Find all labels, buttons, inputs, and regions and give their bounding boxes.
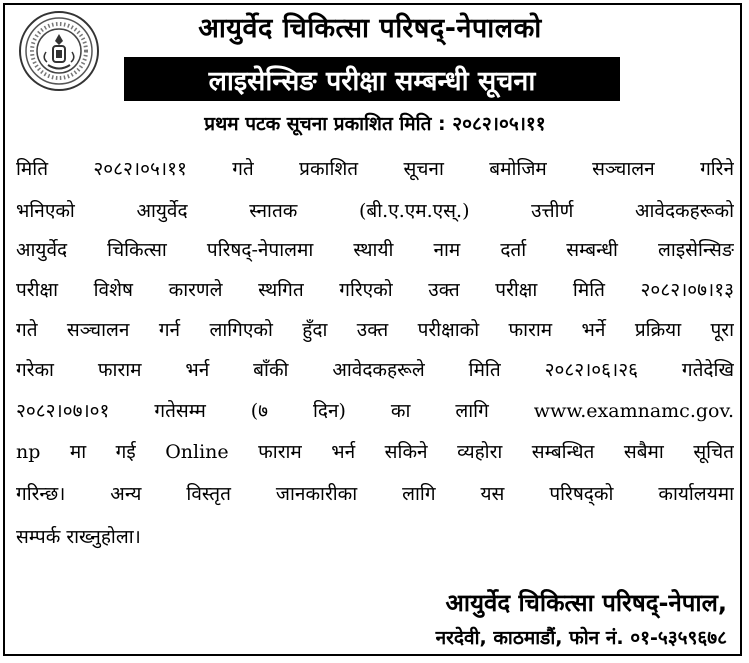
notice-body-line: गरिन्छ। अन्य विस्तृत जानकारीका लागि यस परिषद्को कार्यालयमा bbox=[16, 483, 734, 505]
notice-title-banner bbox=[124, 57, 620, 101]
notice-body-line: आयुर्वेद चिकित्सा परिषद्-नेपालमा स्थायी नाम दर्ता सम्बन्धी लाइसेन्सिङ bbox=[16, 239, 734, 261]
notice-body-line: np मा गई Online फाराम भर्न सकिने व्यहोरा सम्बन्धित सबैमा सूचित bbox=[16, 441, 734, 463]
notice-body-line: गरेका फाराम भर्न बाँकी आवेदकहरूले मिति २०८२।०६।२६ गतेदेखि bbox=[16, 359, 734, 381]
notice-title: लाइसेन्सिङ परीक्षा सम्बन्धी सूचना bbox=[208, 65, 536, 97]
council-seal-icon bbox=[18, 10, 100, 92]
notice-body-line: मिति २०८२।०५।११ गते प्रकाशित सूचना बमोजिम सञ्चालन गरिने bbox=[16, 158, 734, 180]
address-phone: नरदेवी, काठमाडौं, फोन नं. ०१-५३५९६७८ bbox=[435, 627, 727, 649]
signature-org: आयुर्वेद चिकित्सा परिषद्-नेपाल, bbox=[445, 589, 727, 617]
notice-body-line: गते सञ्चालन गर्न लागिएको हुँदा उक्त परीक्षाको फाराम भर्ने प्रक्रिया पूरा bbox=[16, 319, 734, 341]
notice-body-line: २०८२।०७।०१ गतेसम्म (७ दिन) का लागि www.examnamc.gov. bbox=[16, 400, 734, 422]
notice-body-line: सम्पर्क राख्नुहोला। bbox=[16, 526, 141, 548]
notice-body-line: भनिएको आयुर्वेद स्नातक (बी.ए.एम.एस्.) उत्तीर्ण आवेदकहरूको bbox=[16, 200, 734, 222]
org-title: आयुर्वेद चिकित्सा परिषद्-नेपालको bbox=[198, 13, 542, 44]
first-publication-date: प्रथम पटक सूचना प्रकाशित मिति : २०८२।०५।११ bbox=[204, 113, 546, 135]
notice-body-line: परीक्षा विशेष कारणले स्थगित गरिएको उक्त परीक्षा मिति २०८२।०७।१३ bbox=[16, 279, 734, 301]
